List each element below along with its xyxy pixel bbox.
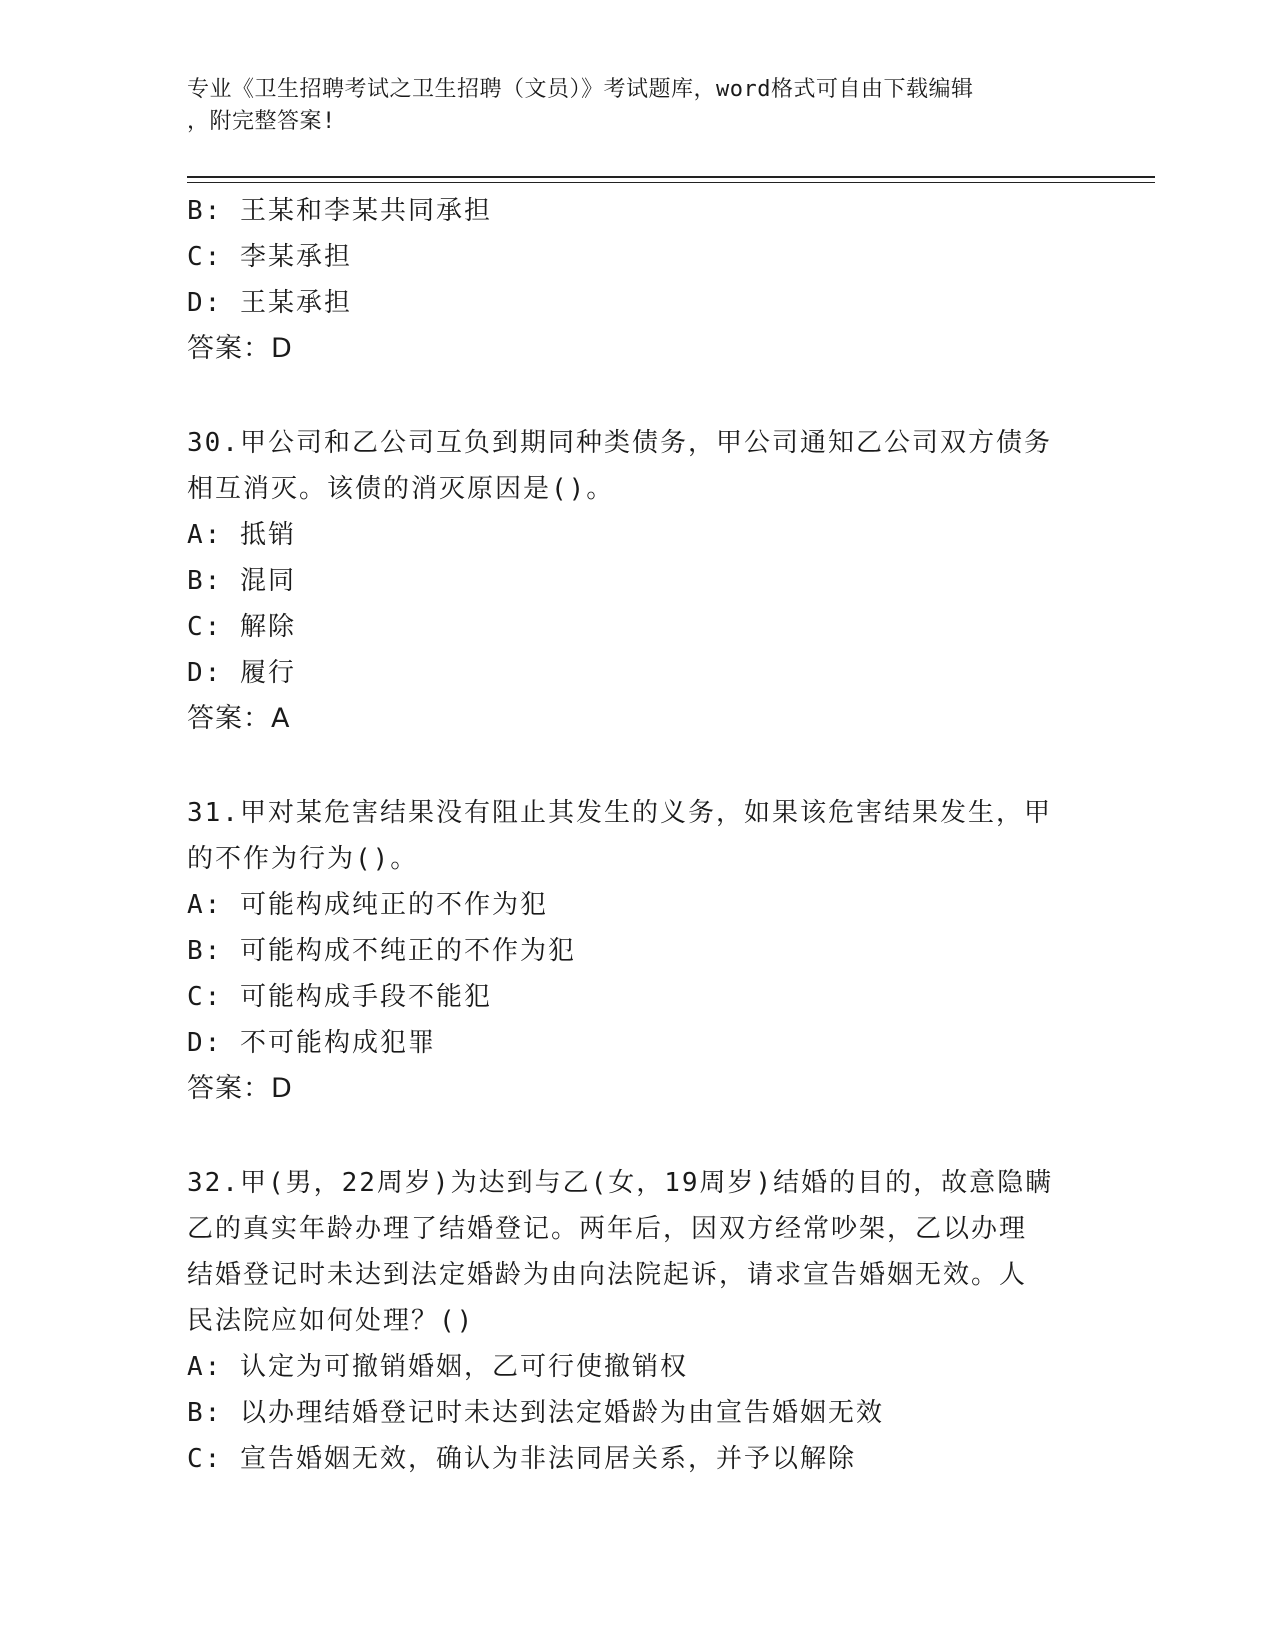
option-a: A: 可能构成纯正的不作为犯 — [187, 890, 548, 920]
option-a: A: 认定为可撤销婚姻，乙可行使撤销权 — [187, 1352, 688, 1382]
answer-label: 答案：A — [187, 703, 291, 734]
option-c: C: 可能构成手段不能犯 — [187, 982, 492, 1012]
document-header — [187, 74, 1087, 138]
question-31 — [187, 790, 1087, 1112]
option-b: B: 王某和李某共同承担 — [187, 196, 492, 226]
option-d: D: 履行 — [187, 658, 296, 688]
option-b: B: 以办理结婚登记时未达到法定婚龄为由宣告婚姻无效 — [187, 1398, 884, 1428]
question-text-line: 30.甲公司和乙公司互负到期同种类债务，甲公司通知乙公司双方债务 — [187, 428, 1052, 458]
option-c: C: 解除 — [187, 612, 296, 642]
option-d: D: 不可能构成犯罪 — [187, 1028, 436, 1058]
question-list — [187, 188, 1087, 1482]
answer-label: 答案：D — [187, 333, 293, 364]
option-b: B: 混同 — [187, 566, 296, 596]
answer-label: 答案：D — [187, 1073, 293, 1104]
option-c: C: 李某承担 — [187, 242, 352, 272]
question-text-line: 民法院应如何处理？() — [187, 1306, 475, 1336]
question-32 — [187, 1160, 1087, 1482]
option-c: C: 宣告婚姻无效，确认为非法同居关系，并予以解除 — [187, 1444, 856, 1474]
question-text-line: 结婚登记时未达到法定婚龄为由向法院起诉，请求宣告婚姻无效。人 — [187, 1260, 1028, 1290]
option-a: A: 抵销 — [187, 520, 296, 550]
question-text-line: 的不作为行为()。 — [187, 844, 419, 874]
question-text-line: 31.甲对某危害结果没有阻止其发生的义务，如果该危害结果发生，甲 — [187, 798, 1052, 828]
question-30 — [187, 420, 1087, 742]
option-b: B: 可能构成不纯正的不作为犯 — [187, 936, 576, 966]
header-text-line-1: 专业《卫生招聘考试之卫生招聘（文员）》考试题库，word格式可自由下载编辑 — [187, 77, 974, 102]
question-text-line: 乙的真实年龄办理了结婚登记。两年后，因双方经常吵架，乙以办理 — [187, 1214, 1028, 1244]
header-divider-thin — [187, 182, 1155, 183]
header-divider-thick — [187, 176, 1155, 178]
option-d: D: 王某承担 — [187, 288, 352, 318]
header-text-line-2: ，附完整答案! — [187, 109, 336, 134]
question-29-tail — [187, 188, 1087, 372]
question-text-line: 相互消灭。该债的消灭原因是()。 — [187, 474, 615, 504]
question-text-line: 32.甲(男，22周岁)为达到与乙(女，19周岁)结婚的目的，故意隐瞒 — [187, 1168, 1054, 1198]
